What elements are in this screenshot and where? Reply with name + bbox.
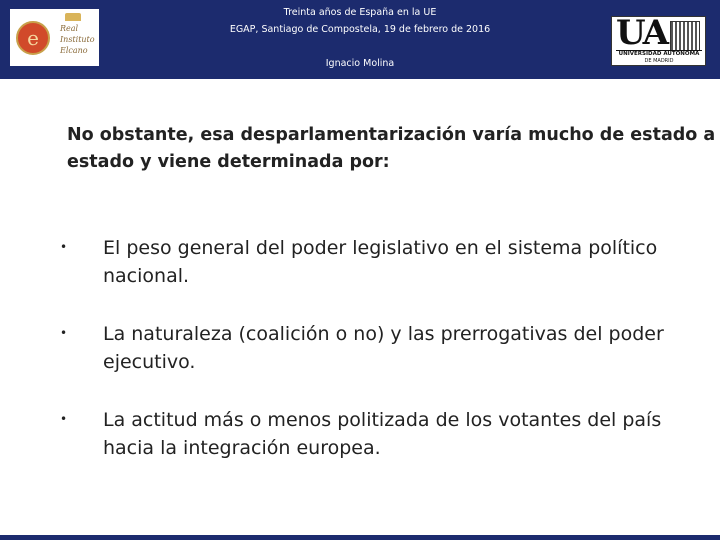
header-author: Ignacio Molina: [325, 58, 395, 69]
uam-name-line1: UNIVERSIDAD AUTONOMA: [616, 50, 702, 58]
intro-heading: No obstante, esa desparlamentarización varía mucho de estado a estado y viene determinada por:: [67, 125, 716, 172]
elcano-e-icon: e: [16, 21, 50, 55]
logo-word-elcano: Elcano: [60, 46, 88, 55]
list-item: El peso general del poder legislativo en el sistema político nacional.: [103, 237, 658, 287]
bullet-icon: •: [60, 326, 68, 340]
logo-words: [60, 23, 95, 56]
logo-word-real: Real: [60, 24, 79, 33]
real-instituto-elcano-logo: [10, 9, 99, 66]
header-title-line1: Treinta años de España en la UE: [283, 7, 437, 18]
bullet-icon: •: [60, 240, 68, 254]
uam-name-line2: DE MADRID: [644, 58, 674, 64]
slide-header: [0, 0, 720, 79]
logo-word-instituto: Instituto: [60, 35, 95, 44]
list-item: La actitud más o menos politizada de los votantes del país hacia la integración europea.: [103, 409, 662, 459]
uam-mark: UA: [616, 13, 667, 53]
uam-emblem-icon: [670, 21, 700, 51]
crown-icon: [65, 13, 81, 21]
uam-logo: [611, 13, 706, 66]
footer-bar: [0, 535, 720, 540]
header-title-line2: EGAP, Santiago de Compostela, 19 de febrero de 2016: [229, 24, 491, 35]
bullet-icon: •: [60, 412, 68, 426]
list-item: La naturaleza (coalición o no) y las prerrogativas del poder ejecutivo.: [103, 323, 664, 373]
